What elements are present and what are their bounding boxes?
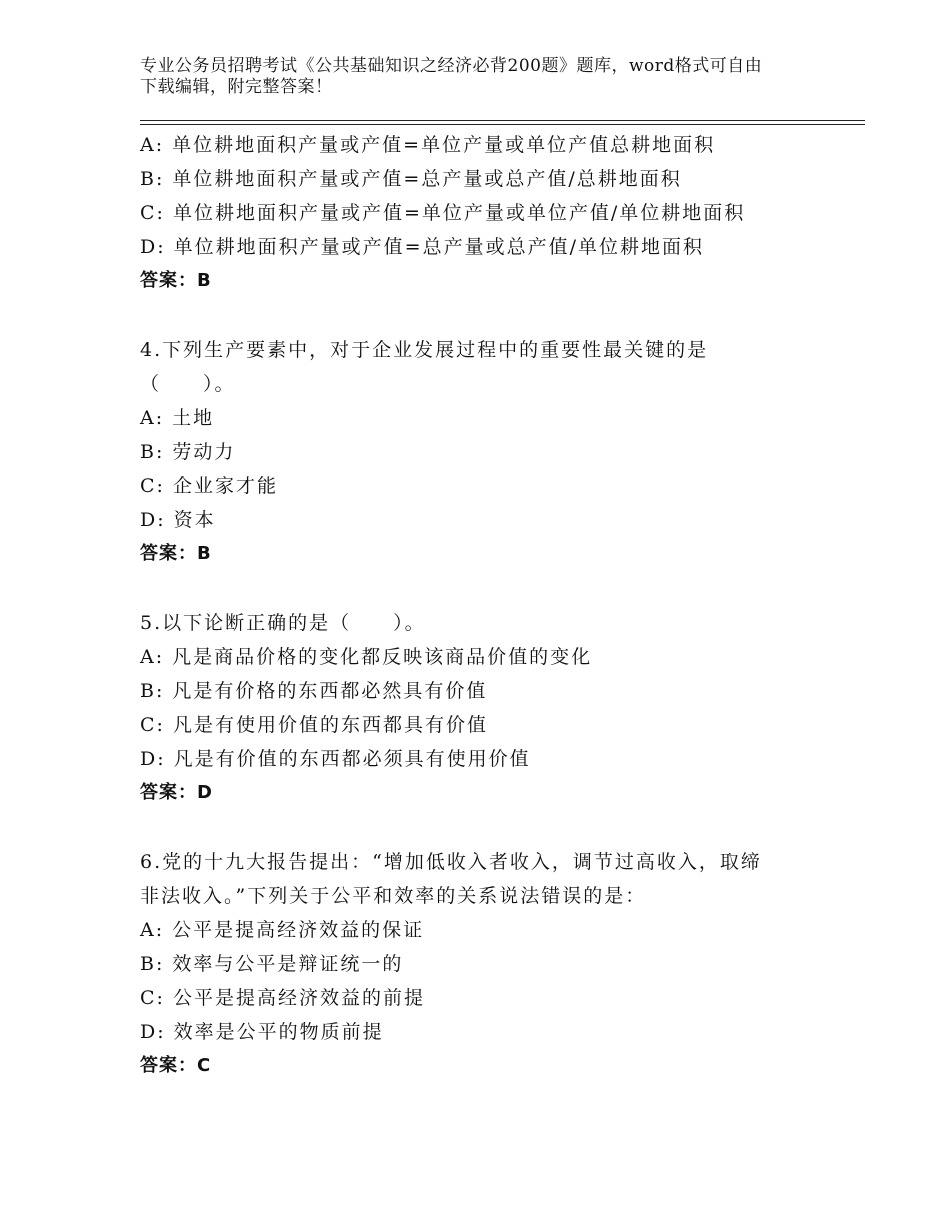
option-a: A: 单位耕地面积产量或产值=单位产量或单位产值总耕地面积 xyxy=(140,134,716,156)
option-c: C: 企业家才能 xyxy=(140,475,278,497)
spacer xyxy=(140,571,840,606)
question-list xyxy=(140,128,840,1083)
option-b: B: 劳动力 xyxy=(140,441,236,463)
question-stem-line: 6.党的十九大报告提出：“增加低收入者收入，调节过高收入，取缔 xyxy=(140,851,762,873)
question-stem-line: 5.以下论断正确的是（ ）。 xyxy=(140,612,426,634)
header-rule-bottom xyxy=(140,124,865,125)
question-stem-line: （ ）。 xyxy=(140,373,236,395)
option-d: D: 凡是有价值的东西都必须具有使用价值 xyxy=(140,748,531,770)
header-line-2: 下载编辑，附完整答案！ xyxy=(140,77,333,97)
answer-line: 答案：B xyxy=(140,270,212,291)
question-stem-line: 非法收入。”下列关于公平和效率的关系说法错误的是： xyxy=(140,885,647,907)
option-d: D: 单位耕地面积产量或产值=总产量或总产值/单位耕地面积 xyxy=(140,236,704,258)
header-rule-top xyxy=(140,120,865,121)
question-stem-line: 4.下列生产要素中，对于企业发展过程中的重要性最关键的是 xyxy=(140,339,709,361)
option-c: C: 单位耕地面积产量或产值=单位产量或单位产值/单位耕地面积 xyxy=(140,202,746,224)
spacer xyxy=(140,810,840,845)
spacer xyxy=(140,298,840,333)
option-d: D: 资本 xyxy=(140,509,216,531)
option-d: D: 效率是公平的物质前提 xyxy=(140,1021,384,1043)
option-b: B: 凡是有价格的东西都必然具有价值 xyxy=(140,680,488,702)
header-line-1: 专业公务员招聘考试《公共基础知识之经济必背200题》题库，word格式可自由 xyxy=(140,56,763,76)
option-a: A: 土地 xyxy=(140,407,215,429)
document-header xyxy=(140,56,840,98)
answer-line: 答案：B xyxy=(140,543,212,564)
answer-line: 答案：C xyxy=(140,1055,212,1076)
option-c: C: 凡是有使用价值的东西都具有价值 xyxy=(140,714,488,736)
option-c: C: 公平是提高经济效益的前提 xyxy=(140,987,425,1009)
option-b: B: 效率与公平是辩证统一的 xyxy=(140,953,404,975)
option-a: A: 公平是提高经济效益的保证 xyxy=(140,919,425,941)
answer-line: 答案：D xyxy=(140,782,213,803)
option-a: A: 凡是商品价格的变化都反映该商品价值的变化 xyxy=(140,646,593,668)
question-5 xyxy=(140,606,840,810)
option-b: B: 单位耕地面积产量或产值=总产量或总产值/总耕地面积 xyxy=(140,168,682,190)
question-4 xyxy=(140,333,840,571)
question-6 xyxy=(140,845,840,1083)
question-3-continued xyxy=(140,128,840,298)
